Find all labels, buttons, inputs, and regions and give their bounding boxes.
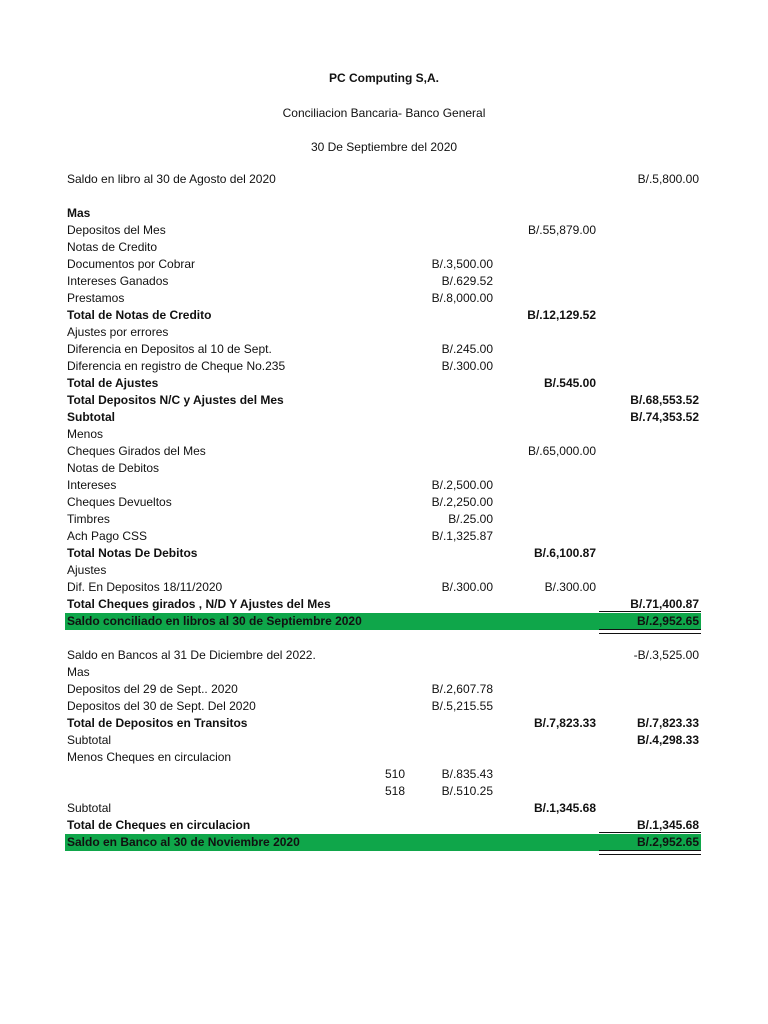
- amount-col-2: B/.300.00: [544, 580, 596, 594]
- row-label: Mas: [67, 206, 91, 220]
- table-row: [65, 392, 701, 409]
- row-label: Depositos del Mes: [67, 223, 166, 237]
- row-label: Menos Cheques en circulacion: [67, 750, 232, 764]
- table-row: [65, 460, 701, 477]
- table-row: [65, 375, 701, 392]
- amount-col-3: B/.5,800.00: [637, 172, 699, 186]
- table-row: [65, 732, 701, 749]
- amount-col-2: B/.1,345.68: [533, 801, 596, 815]
- row-label: Mas: [67, 665, 90, 679]
- amount-col-1: B/.3,500.00: [431, 257, 493, 271]
- amount-col-1: B/.2,500.00: [431, 478, 493, 492]
- amount-col-2: B/.7,823.33: [533, 716, 596, 730]
- table-row: [65, 324, 701, 341]
- amount-col-3: B/.4,298.33: [636, 733, 699, 747]
- table-row: [65, 409, 701, 426]
- check-number: 518: [384, 784, 405, 798]
- row-label: Documentos por Cobrar: [67, 257, 196, 271]
- row-label: Dif. En Depositos 18/11/2020: [67, 580, 223, 594]
- table-row: [65, 681, 701, 698]
- amount-col-1: B/.5,215.55: [431, 699, 493, 713]
- amount-col-2: B/.12,129.52: [527, 308, 596, 322]
- amount-col-2: B/.65,000.00: [527, 444, 596, 458]
- row-label: Total de Cheques en circulacion: [67, 818, 251, 832]
- table-row: [65, 171, 701, 188]
- row-label: Total Notas De Debitos: [67, 546, 198, 560]
- amount-col-3: -B/.3,525.00: [633, 648, 699, 662]
- table-row: [65, 341, 701, 358]
- table-row: [65, 783, 701, 800]
- amount-col-1: B/.25.00: [448, 512, 493, 526]
- table-row: [65, 528, 701, 545]
- total-overline: [599, 832, 701, 836]
- table-row: [65, 307, 701, 324]
- row-label: Saldo conciliado en libros al 30 de Septiembre 2020: [67, 614, 362, 628]
- amount-col-1: B/.1,325.87: [431, 529, 493, 543]
- table-row: [65, 579, 701, 596]
- check-number: 510: [384, 767, 405, 781]
- table-row: [65, 698, 701, 715]
- row-label: Ajustes: [67, 563, 107, 577]
- row-label: Total de Notas de Credito: [67, 308, 212, 322]
- table-row: [65, 205, 701, 222]
- document-subtitle: Conciliacion Bancaria- Banco General: [282, 106, 486, 120]
- document-date: 30 De Septiembre del 2020: [310, 140, 458, 154]
- table-row: [65, 426, 701, 443]
- table-row: [65, 273, 701, 290]
- amount-col-1: B/.300.00: [441, 359, 493, 373]
- amount-col-3: B/.68,553.52: [630, 393, 699, 407]
- row-label: Saldo en libro al 30 de Agosto del 2020: [67, 172, 276, 186]
- row-label: Total de Depositos en Transitos: [67, 716, 248, 730]
- amount-col-2: B/.6,100.87: [533, 546, 596, 560]
- table-row: [65, 290, 701, 307]
- amount-col-1: B/.510.25: [441, 784, 493, 798]
- table-row: [65, 766, 701, 783]
- highlighted-total-row: [65, 834, 701, 851]
- table-row: [65, 800, 701, 817]
- row-label: Prestamos: [67, 291, 125, 305]
- row-label: Saldo en Bancos al 31 De Diciembre del 2022.: [67, 648, 316, 662]
- row-label: Total Depositos N/C y Ajustes del Mes: [67, 393, 284, 407]
- row-label: Depositos del 29 de Sept.. 2020: [67, 682, 238, 696]
- table-row: [65, 256, 701, 273]
- row-label: Intereses: [67, 478, 117, 492]
- spacer-row: [65, 188, 701, 205]
- amount-col-1: B/.835.43: [441, 767, 493, 781]
- reconciliation-table: [65, 171, 701, 851]
- table-row: [65, 749, 701, 766]
- row-label: Depositos del 30 de Sept. Del 2020: [67, 699, 256, 713]
- table-row: [65, 358, 701, 375]
- amount-col-3: B/.74,353.52: [630, 410, 699, 424]
- row-label: Ajustes por errores: [67, 325, 169, 339]
- table-row: [65, 239, 701, 256]
- row-label: Cheques Devueltos: [67, 495, 172, 509]
- amount-col-1: B/.2,250.00: [431, 495, 493, 509]
- total-overline: [599, 611, 701, 615]
- row-label: Intereses Ganados: [67, 274, 169, 288]
- spacer-row: [65, 630, 701, 647]
- amount-col-3: B/.71,400.87: [630, 597, 699, 611]
- table-row: [65, 477, 701, 494]
- row-label: Total Cheques girados , N/D Y Ajustes del Mes: [67, 597, 331, 611]
- table-row: [65, 443, 701, 460]
- row-label: Diferencia en registro de Cheque No.235: [67, 359, 286, 373]
- row-label: Cheques Girados del Mes: [67, 444, 206, 458]
- row-label: Timbres: [67, 512, 110, 526]
- company-name: PC Computing S,A.: [329, 71, 439, 85]
- row-label: Subtotal: [67, 410, 115, 424]
- row-label: Diferencia en Depositos al 10 de Sept.: [67, 342, 272, 356]
- row-label: Notas de Credito: [67, 240, 158, 254]
- table-row: [65, 647, 701, 664]
- amount-col-1: B/.300.00: [441, 580, 493, 594]
- amount-col-2: B/.55,879.00: [527, 223, 596, 237]
- amount-col-3: B/.1,345.68: [636, 818, 699, 832]
- row-label: Total de Ajustes: [67, 376, 159, 390]
- row-label: Subtotal: [67, 733, 112, 747]
- table-row: [65, 664, 701, 681]
- highlighted-total-row: [65, 613, 701, 630]
- row-label: Ach Pago CSS: [67, 529, 148, 543]
- table-row: [65, 545, 701, 562]
- row-label: Notas de Debitos: [67, 461, 160, 475]
- amount-col-1: B/.2,607.78: [431, 682, 493, 696]
- table-row: [65, 715, 701, 732]
- amount-col-3: B/.2,952.65: [636, 835, 699, 849]
- table-row: [65, 494, 701, 511]
- table-row: [65, 222, 701, 239]
- double-underline: [599, 850, 701, 855]
- row-label: Menos: [67, 427, 104, 441]
- table-row: [65, 511, 701, 528]
- amount-col-3: B/.2,952.65: [636, 614, 699, 628]
- row-label: Subtotal: [67, 801, 112, 815]
- amount-col-1: B/.629.52: [441, 274, 493, 288]
- amount-col-1: B/.245.00: [441, 342, 493, 356]
- amount-col-1: B/.8,000.00: [431, 291, 493, 305]
- amount-col-2: B/.545.00: [543, 376, 596, 390]
- table-row: [65, 562, 701, 579]
- amount-col-3: B/.7,823.33: [636, 716, 699, 730]
- row-label: Saldo en Banco al 30 de Noviembre 2020: [67, 835, 300, 849]
